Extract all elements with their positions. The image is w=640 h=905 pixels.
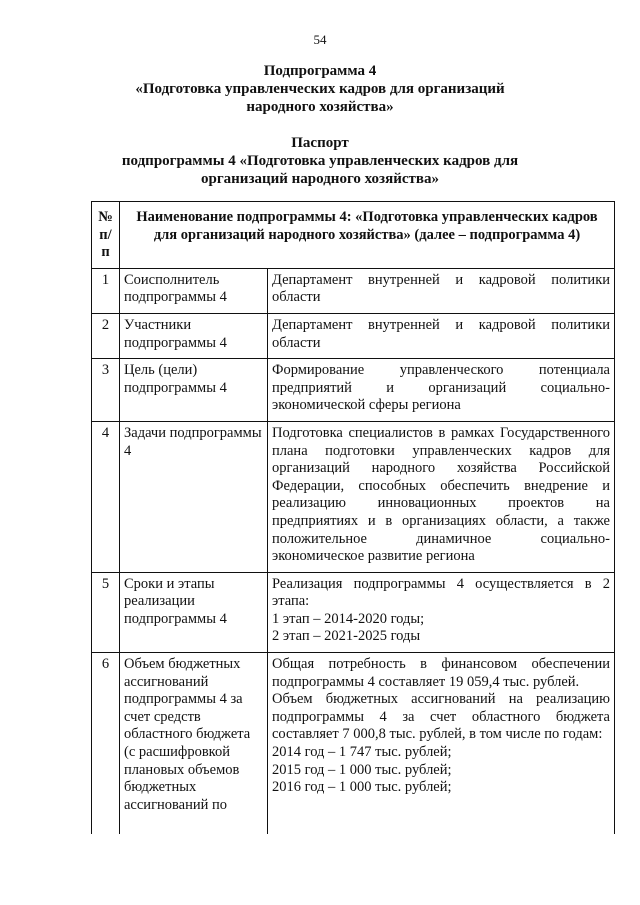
row-number: 5: [92, 572, 120, 652]
table-row: [92, 572, 615, 652]
passport-title-line: подпрограммы 4 «Подготовка управленческих кадров для: [121, 153, 519, 169]
row-value-paragraph: Общая потребность в финансовом обеспечении подпрограммы 4 составляет 19 059,4 тыс. рублей.: [272, 656, 610, 690]
row-label: Объем бюджетных ассигнований подпрограммы 4 за счет средств областного бюджета (с расшифровкой плановых объемов бюджетных ассигнований по: [120, 653, 268, 815]
row-value-paragraph: Департамент внутренней и кадровой политики области: [272, 271, 610, 306]
row-value-paragraph: Формирование управленческого потенциала предприятий и организаций социально-экономической сферы региона: [272, 362, 610, 414]
passport-title: [0, 134, 640, 188]
row-value-paragraph: Департамент внутренней и кадровой политики области: [272, 316, 610, 351]
row-value: [268, 572, 615, 652]
table-row: [92, 268, 615, 313]
row-value-paragraph: 2 этап – 2021-2025 годы: [272, 628, 421, 645]
subprogram-title: [0, 62, 640, 116]
row-label: Задачи подпрограммы 4: [120, 421, 268, 572]
row-value: [268, 359, 615, 422]
header-name: Наименование подпрограммы 4: «Подготовка управленческих кадров для организаций народного хозяйства» (далее – подпрограмма 4): [120, 202, 615, 269]
row-number: 6: [92, 653, 120, 815]
table-header-row: [92, 202, 615, 269]
header-num: № п/п: [92, 202, 120, 269]
row-label: Соисполнитель подпрограммы 4: [120, 268, 268, 313]
passport-title-line: организаций народного хозяйства»: [201, 171, 439, 187]
subprogram-title-line: народного хозяйства»: [246, 99, 394, 115]
subprogram-title-line: «Подготовка управленческих кадров для организаций: [135, 81, 505, 97]
continuation-cell: [92, 814, 120, 834]
row-value-paragraph: Объем бюджетных ассигнований на реализацию подпрограммы 4 за счет областного бюджета составляет 7 000,8 тыс. рублей, в том числе по годам:: [272, 691, 610, 743]
row-number: 2: [92, 313, 120, 358]
row-value-paragraph: Реализация подпрограммы 4 осуществляется в 2 этапа:: [272, 575, 610, 610]
row-label: Участники подпрограммы 4: [120, 313, 268, 358]
continuation-cell: [120, 814, 268, 834]
row-label: Сроки и этапы реализации подпрограммы 4: [120, 572, 268, 652]
table-row: [92, 359, 615, 422]
row-number: 3: [92, 359, 120, 422]
row-value: [268, 313, 615, 358]
passport-table: [91, 201, 615, 834]
row-value-paragraph: 2016 год – 1 000 тыс. рублей;: [272, 779, 452, 796]
row-value-paragraph: 2014 год – 1 747 тыс. рублей;: [272, 744, 452, 761]
row-value: [268, 653, 615, 815]
row-label: Цель (цели) подпрограммы 4: [120, 359, 268, 422]
row-value-paragraph: Подготовка специалистов в рамках Государственного плана подготовки управленческих кадров для организаций народного хозяйства Российской Федерации, способных обеспечить внедрение и реализацию инновационных проектов на предприятиях и в организациях области, а также положительное динамичное социально-экономическое развитие региона: [272, 424, 610, 565]
row-number: 1: [92, 268, 120, 313]
row-value-paragraph: 1 этап – 2014-2020 годы;: [272, 610, 425, 627]
row-value: [268, 268, 615, 313]
passport-title-line: Паспорт: [291, 135, 349, 151]
continuation-cell: [268, 814, 615, 834]
row-number: 4: [92, 421, 120, 572]
page-number: 54: [313, 32, 327, 47]
table-continuation: [92, 814, 615, 834]
row-value-paragraph: 2015 год – 1 000 тыс. рублей;: [272, 761, 452, 778]
table-row: [92, 313, 615, 358]
table-row: [92, 421, 615, 572]
row-value: [268, 421, 615, 572]
table-row: [92, 653, 615, 815]
subprogram-title-line: Подпрограмма 4: [263, 63, 377, 79]
